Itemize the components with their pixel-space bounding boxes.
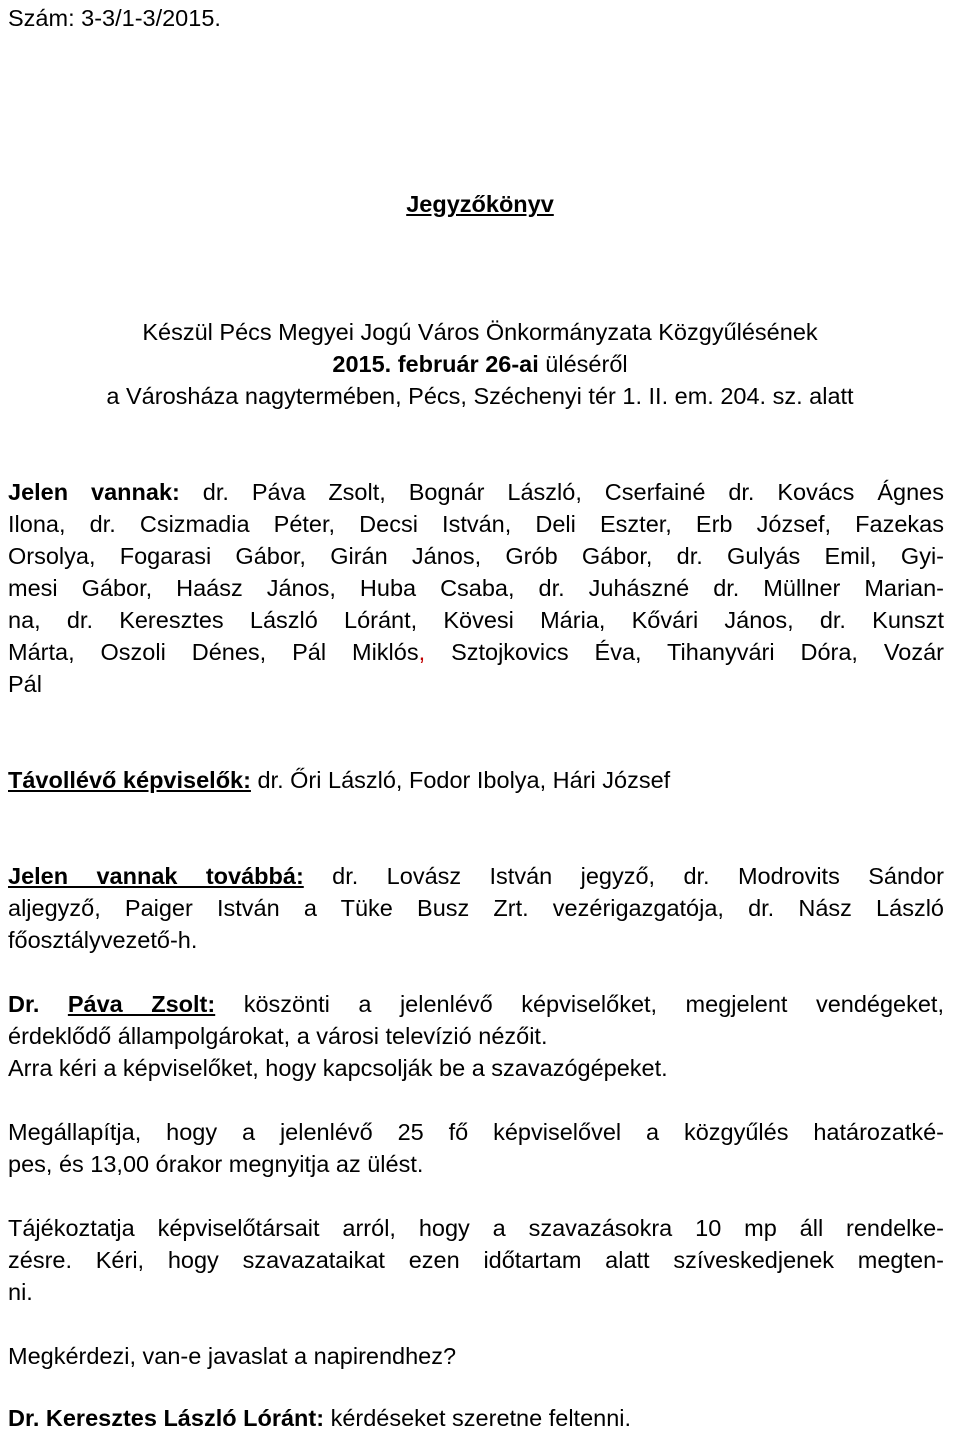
intro-line-1: Készül Pécs Megyei Jogú Város Önkormányzata Közgyűlésének	[142, 319, 818, 345]
present-line-1: Jelen vannak: dr. Páva Zsolt, Bognár László, Cserfainé dr. Kovács Ágnes	[8, 479, 945, 505]
speaker-keresztes: Dr. Keresztes László Lóránt:	[8, 1405, 325, 1431]
speech-pava-line-2: érdeklődő állampolgárokat, a városi televízió nézőit.	[8, 1023, 548, 1049]
intro-line-2: 2015. február 26-ai üléséről	[332, 351, 628, 377]
voting-line-1: Tájékoztatja képviselőtársait arról, hogy a szavazásokra 10 mp áll rendelke-	[8, 1215, 944, 1241]
speech-pava	[8, 988, 944, 1084]
also-present-line-1: Jelen vannak továbbá: dr. Lovász István jegyző, dr. Modrovits Sándor	[8, 863, 944, 889]
speech-pava-line-3: Arra kéri a képviselőket, hogy kapcsolják be a szavazógépeket.	[8, 1055, 668, 1081]
voting-line-2: zésre. Kéri, hogy szavazataikat ezen időtartam alatt szíveskedjenek megten-	[8, 1247, 944, 1273]
session-date: 2015. február 26-ai	[332, 351, 539, 377]
speaker-name: Páva Zsolt:	[67, 991, 216, 1017]
intro-block	[0, 316, 960, 412]
speaker-prefix: Dr.	[8, 991, 40, 1017]
also-present-line-3: főosztályvezető-h.	[8, 927, 198, 953]
present-line-7: Pál	[8, 671, 42, 697]
present-line-3: Orsolya, Fogarasi Gábor, Girán János, Grób Gábor, dr. Gulyás Emil, Gyi-	[8, 543, 944, 569]
document-title: Jegyzőkönyv	[406, 191, 554, 217]
present-label: Jelen vannak:	[8, 479, 180, 505]
present-line-5: na, dr. Keresztes László Lóránt, Kövesi Mária, Kővári János, dr. Kunszt	[8, 607, 944, 633]
present-line-4: mesi Gábor, Haász János, Huba Csaba, dr. Juhászné dr. Müllner Marian-	[8, 575, 944, 601]
document-number: Szám: 3-3/1-3/2015.	[8, 5, 221, 31]
voting-line-3: ni.	[8, 1279, 33, 1305]
quorum-line-2: pes, és 13,00 órakor megnyitja az ülést.	[8, 1151, 424, 1177]
absent-label: Távollévő képviselők:	[8, 767, 251, 793]
speech-pava-line-1: Dr. Páva Zsolt: köszönti a jelenlévő képviselőket, megjelent vendégeket,	[8, 991, 944, 1017]
also-present	[8, 860, 944, 956]
also-present-label: Jelen vannak továbbá:	[8, 863, 304, 889]
agenda-question: Megkérdezi, van-e javaslat a napirendhez?	[8, 1343, 457, 1369]
speech-keresztes: Dr. Keresztes László Lóránt: kérdéseket szeretne feltenni.	[8, 1405, 632, 1431]
quorum-paragraph	[8, 1116, 944, 1180]
intro-line-3: a Városháza nagytermében, Pécs, Széchenyi tér 1. II. em. 204. sz. alatt	[106, 383, 854, 409]
present-line-6: Márta, Oszoli Dénes, Pál Miklós, Sztojkovics Éva, Tihanyvári Dóra, Vozár	[8, 639, 944, 665]
also-present-line-2: aljegyző, Paiger István a Tüke Busz Zrt. vezérigazgatója, dr. Nász László	[8, 895, 944, 921]
voting-paragraph	[8, 1212, 944, 1308]
present-members	[8, 476, 944, 700]
present-line-2: Ilona, dr. Csizmadia Péter, Decsi István, Deli Eszter, Erb József, Fazekas	[8, 511, 944, 537]
quorum-line-1: Megállapítja, hogy a jelenlévő 25 fő képviselővel a közgyűlés határozatké-	[8, 1119, 944, 1145]
absent-members: Távollévő képviselők: dr. Őri László, Fodor Ibolya, Hári József	[8, 767, 671, 793]
